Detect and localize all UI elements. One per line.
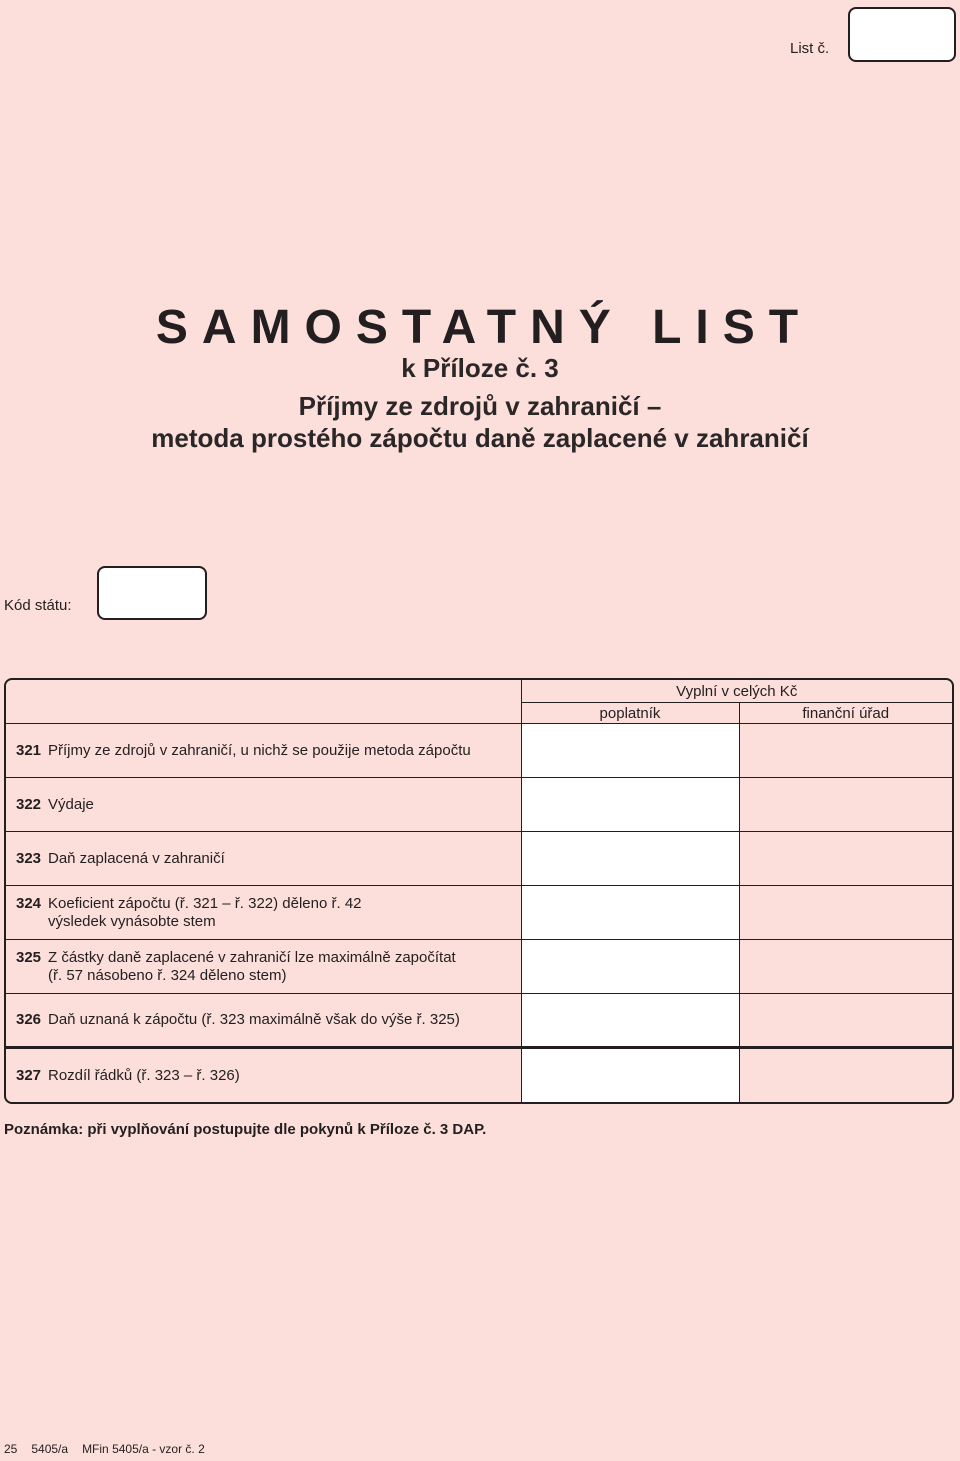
row-323-payer-input[interactable] bbox=[521, 832, 739, 886]
footer-form-code: 5405/a bbox=[31, 1442, 69, 1456]
row-325-payer-input[interactable] bbox=[521, 940, 739, 994]
row-324-payer-input[interactable] bbox=[521, 886, 739, 940]
subtitle-income: Příjmy ze zdrojů v zahraničí – bbox=[298, 391, 662, 421]
row-label-322: 322 Výdaje bbox=[6, 778, 521, 832]
row-326-office-cell bbox=[739, 994, 952, 1048]
row-322-payer-input[interactable] bbox=[521, 778, 739, 832]
footer-form-template: MFin 5405/a - vzor č. 2 bbox=[82, 1442, 205, 1456]
subtitle-method: metoda prostého zápočtu daně zaplacené v zahraničí bbox=[151, 423, 809, 453]
list-number-input[interactable] bbox=[848, 7, 956, 62]
row-321-payer-input[interactable] bbox=[521, 724, 739, 778]
country-code-label: Kód státu: bbox=[4, 597, 72, 614]
row-label-326: 326 Daň uznaná k zápočtu (ř. 323 maximálně však do výše ř. 325) bbox=[6, 994, 521, 1048]
row-324-office-cell bbox=[739, 886, 952, 940]
row-327-office-cell bbox=[739, 1048, 952, 1102]
footer-page-number: 25 bbox=[4, 1442, 18, 1456]
subtitle-attachment: k Příloze č. 3 bbox=[401, 353, 559, 383]
row-label-325: 325 Z částky daně zaplacené v zahraničí lze maximálně započítat (ř. 57 násobeno ř. 324 děleno stem) bbox=[6, 940, 521, 994]
row-label-323: 323 Daň zaplacená v zahraničí bbox=[6, 832, 521, 886]
form-note: Poznámka: při vyplňování postupujte dle pokynů k Příloze č. 3 DAP. bbox=[4, 1121, 487, 1138]
column-header-tax-office: finanční úřad bbox=[739, 703, 952, 724]
header-whole-crowns: Vyplní v celých Kč bbox=[521, 680, 952, 703]
row-327-payer-input[interactable] bbox=[521, 1048, 739, 1102]
form-table bbox=[4, 678, 954, 1104]
row-321-office-cell bbox=[739, 724, 952, 778]
footer bbox=[4, 1442, 219, 1456]
list-number-label: List č. bbox=[790, 40, 830, 57]
page-title: SAMOSTATNÝ LIST bbox=[155, 301, 813, 354]
table-header-blank bbox=[6, 680, 521, 724]
row-325-office-cell bbox=[739, 940, 952, 994]
row-322-office-cell bbox=[739, 778, 952, 832]
row-326-payer-input[interactable] bbox=[521, 994, 739, 1048]
row-label-327: 327 Rozdíl řádků (ř. 323 – ř. 326) bbox=[6, 1048, 521, 1102]
row-323-office-cell bbox=[739, 832, 952, 886]
column-header-payer: poplatník bbox=[521, 703, 739, 724]
country-code-input[interactable] bbox=[97, 566, 207, 620]
row-label-324: 324 Koeficient zápočtu (ř. 321 – ř. 322) děleno ř. 42 výsledek vynásobte stem bbox=[6, 886, 521, 940]
row-label-321: 321 Příjmy ze zdrojů v zahraničí, u nichž se použije metoda zápočtu bbox=[6, 724, 521, 778]
